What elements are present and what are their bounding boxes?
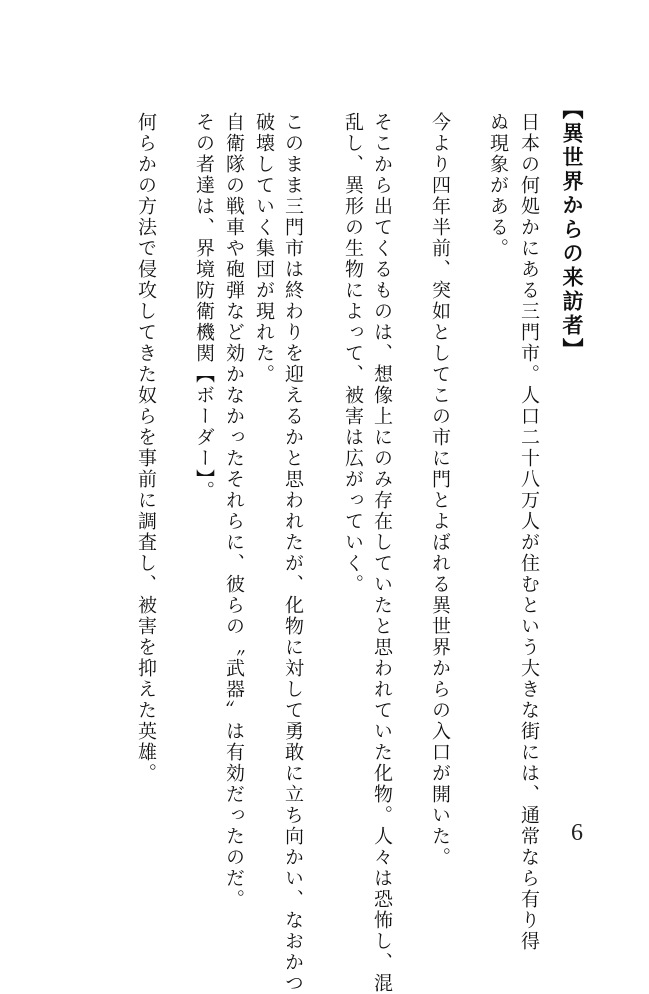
text-line-4: そこから出てくるものは、想像上にのみ存在していたと思われていた化物。人々は恐怖し、混	[371, 112, 393, 994]
text-line-9: その者達は、界境防衛機関【ボーダー】。	[193, 112, 215, 502]
chapter-title: 【異世界からの来訪者】	[560, 98, 585, 362]
text-line-2: ぬ現象がある。	[487, 112, 509, 259]
text-line-10: 何らかの方法で侵攻してきた奴らを事前に調査し、被害を抑えた英雄。	[135, 112, 157, 784]
text-line-5: 乱し、異形の生物によって、被害は広がっていく。	[342, 112, 364, 595]
text-line-6: このまま三門市は終わりを迎えるかと思われたが、化物に対して勇敢に立ち向かい、なおかつ	[282, 112, 304, 994]
text-line-7: 破壊していく集団が現れた。	[253, 112, 275, 385]
text-line-3: 今より四年半前、突如としてこの市に門とよばれる異世界からの入口が開いた。	[429, 112, 451, 868]
text-line-1: 日本の何処かにある三門市。人口二十八万人が住むという大きな街には、通常なら有り得	[518, 112, 540, 952]
text-line-8: 自衛隊の戦車や砲弾など効かなかったそれらに、彼らの〝武器〟は有効だったのだ。	[223, 112, 245, 910]
page-number: 6	[571, 820, 583, 846]
